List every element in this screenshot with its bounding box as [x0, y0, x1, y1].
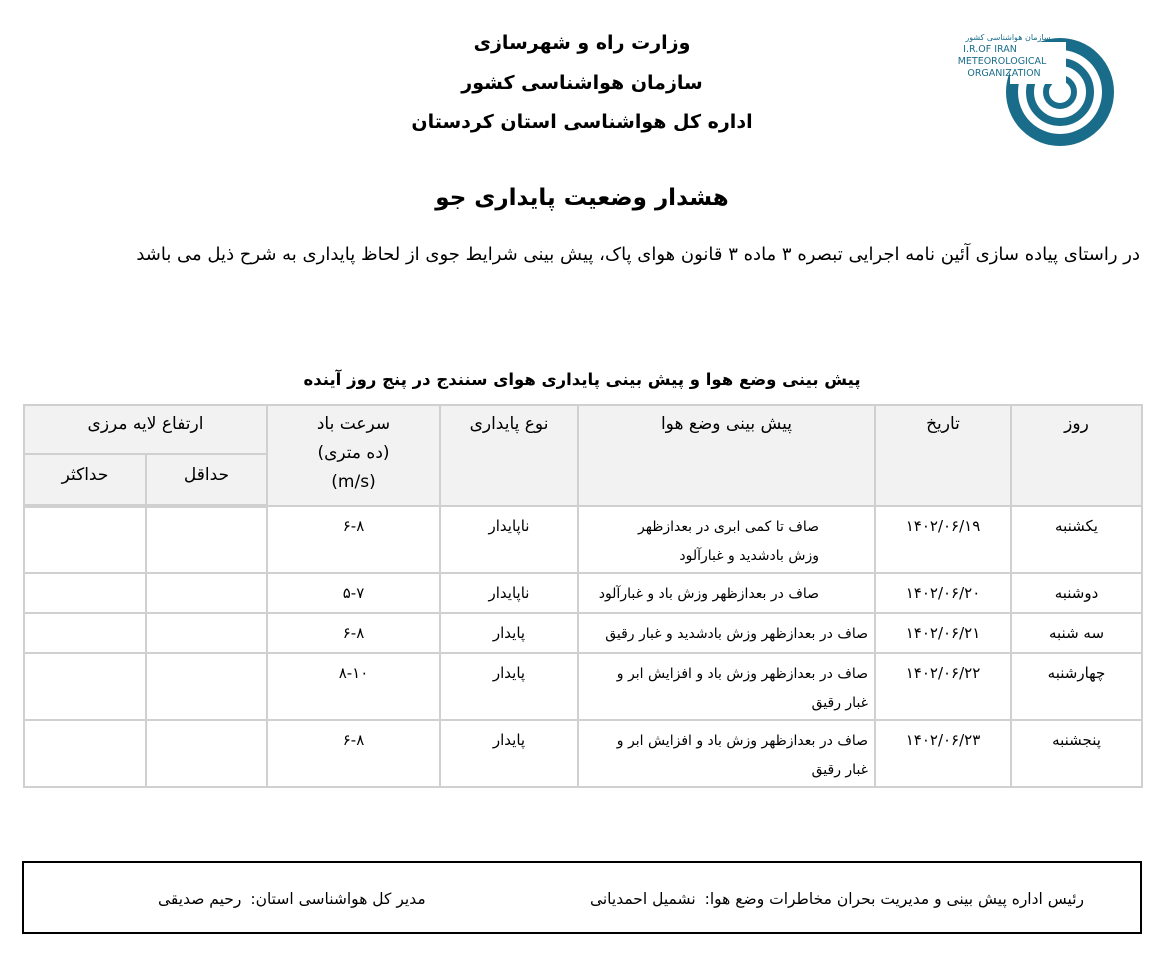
- cell-max: [24, 506, 146, 573]
- cell-day: یکشنبه: [1011, 506, 1142, 573]
- cell-wind: ۶-۸: [267, 613, 440, 653]
- logo-text-fa: سازمان هواشناسی کشور: [965, 33, 1051, 42]
- cell-max: [24, 653, 146, 720]
- organization-name: سازمان هواشناسی کشور: [461, 72, 703, 94]
- cell-day: چهارشنبه: [1011, 653, 1142, 720]
- header-max: حداکثر: [24, 454, 146, 506]
- cell-min: [146, 720, 267, 787]
- cell-stability: پایدار: [440, 653, 578, 720]
- cell-max: [24, 720, 146, 787]
- cell-date: ۱۴۰۲/۰۶/۲۱: [875, 613, 1011, 653]
- cell-min: [146, 573, 267, 613]
- cell-day: پنجشنبه: [1011, 720, 1142, 787]
- cell-day: سه شنبه: [1011, 613, 1142, 653]
- header-boundary-layer: ارتفاع لایه مرزی: [24, 405, 267, 454]
- cell-forecast: صاف در بعدازظهر وزش باد و غبارآلود: [578, 573, 875, 613]
- cell-wind: ۵-۷: [267, 573, 440, 613]
- cell-forecast: صاف در بعدازظهر وزش باد و افزایش ابر و غبار رقیق: [578, 653, 875, 720]
- cell-day: دوشنبه: [1011, 573, 1142, 613]
- wind-height: (ده متری): [317, 443, 390, 463]
- header-wind-speed: [267, 405, 440, 506]
- cell-forecast: صاف در بعدازظهر وزش بادشدید و غبار رقیق: [578, 613, 875, 653]
- forecast-head-signature: [590, 890, 1084, 908]
- table-row: [24, 720, 1142, 787]
- cell-stability: ناپایدار: [440, 573, 578, 613]
- header-day: روز: [1011, 405, 1142, 506]
- forecast-table: [23, 404, 1143, 788]
- cell-forecast: صاف تا کمی ابری در بعدازظهر وزش بادشدید و غبارآلود: [578, 506, 875, 573]
- meteorological-organization-logo: [950, 30, 1115, 148]
- cell-wind: ۸-۱۰: [267, 653, 440, 720]
- table-row: [24, 613, 1142, 653]
- cell-min: [146, 506, 267, 573]
- cell-forecast: صاف در بعدازظهر وزش باد و افزایش ابر و غبار رقیق: [578, 720, 875, 787]
- cell-stability: پایدار: [440, 613, 578, 653]
- forecast-head-name: نشمیل احمدیانی: [589, 890, 696, 908]
- director-title: مدیر کل هواشناسی استان:: [250, 890, 426, 908]
- cell-stability: پایدار: [440, 720, 578, 787]
- department-name: اداره کل هواشناسی استان کردستان: [411, 111, 753, 133]
- cell-date: ۱۴۰۲/۰۶/۲۰: [875, 573, 1011, 613]
- logo-text-en3: ORGANIZATION: [967, 68, 1041, 79]
- cell-date: ۱۴۰۲/۰۶/۲۳: [875, 720, 1011, 787]
- cell-max: [24, 573, 146, 613]
- header-stability: نوع پایداری: [440, 405, 578, 506]
- intro-paragraph: در راستای پیاده سازی آئین نامه اجرایی تبصره ۳ ماده ۳ قانون هوای پاک، پیش بینی شرایط جوی از لحاظ پایداری به شرح ذیل می باشد: [136, 244, 1140, 265]
- director-signature: [158, 890, 426, 908]
- wind-unit: (m/s): [331, 472, 376, 492]
- cell-date: ۱۴۰۲/۰۶/۲۲: [875, 653, 1011, 720]
- logo-text-en2: METEOROLOGICAL: [957, 56, 1047, 67]
- cell-max: [24, 613, 146, 653]
- cell-wind: ۶-۸: [267, 720, 440, 787]
- forecast-head-title: رئیس اداره پیش بینی و مدیریت بحران مخاطرات وضع هوا:: [704, 890, 1084, 908]
- table-row: [24, 506, 1142, 573]
- table-row: [24, 573, 1142, 613]
- cell-stability: ناپایدار: [440, 506, 578, 573]
- cell-min: [146, 613, 267, 653]
- header-forecast: پیش بینی وضع هوا: [578, 405, 875, 506]
- table-title: پیش بینی وضع هوا و پیش بینی پایداری هوای سنندج در پنج روز آینده: [303, 370, 861, 389]
- ministry-name: وزارت راه و شهرسازی: [473, 32, 691, 54]
- table-row: [24, 653, 1142, 720]
- wind-label: سرعت باد: [316, 414, 391, 434]
- cell-wind: ۶-۸: [267, 506, 440, 573]
- signature-box: [22, 861, 1142, 934]
- logo-text-en1: I.R.OF IRAN: [963, 44, 1017, 55]
- director-name: رحیم صدیقی: [158, 890, 242, 908]
- cell-min: [146, 653, 267, 720]
- cell-date: ۱۴۰۲/۰۶/۱۹: [875, 506, 1011, 573]
- header-date: تاریخ: [875, 405, 1011, 506]
- header-min: حداقل: [146, 454, 267, 506]
- page-title: هشدار وضعیت پایداری جو: [435, 185, 729, 211]
